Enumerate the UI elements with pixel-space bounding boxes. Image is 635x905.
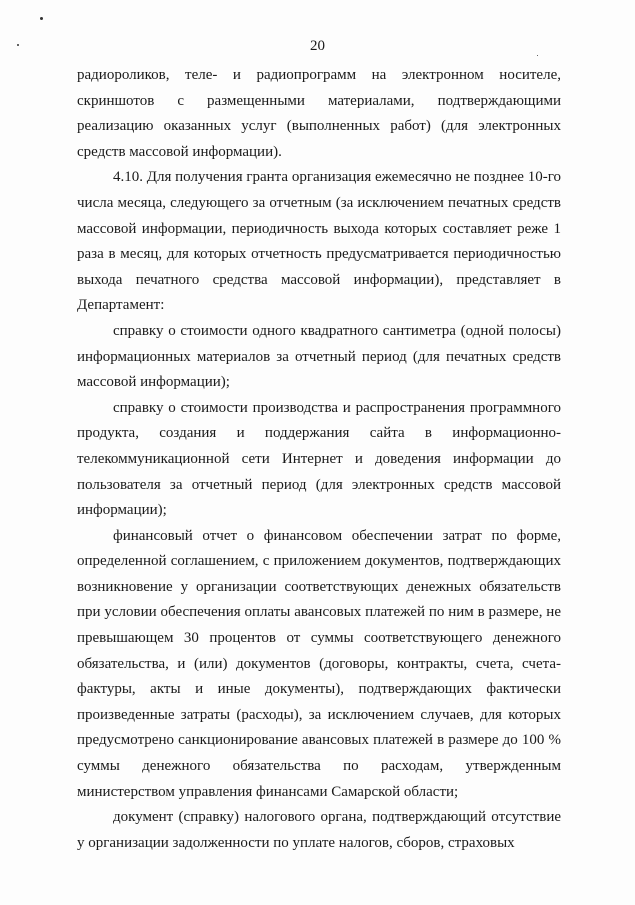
list-item-financial-report: финансовый отчет о финансовом обеспечении затрат по форме, определенной соглашением, с приложением документов, подтверждающих возникновение у организации соответствующих денежных обязательств при условии обеспечения оплаты авансовых платежей по ним в размере, не превышающем 30 процентов от суммы соответствующего денежного обязательства, и (или) документов (договоры, контракты, счета, счета-фактуры, акты и иные документы), подтверждающих фактически произведенные затраты (расходы), за исключением случаев, для которых предусмотрено санкционирование авансовых платежей в размере до 100 % суммы денежного обязательства по расходам, утвержденным министерством управления финансами Самарской области;: [77, 527, 561, 800]
list-item-production-cost: справку о стоимости производства и распространения программного продукта, создания и поддержания сайта в информационно-телекоммуникационной сети Интернет и доведения информации до пользователя за отчетный период (для электронных средств массовой информации);: [77, 399, 561, 519]
scan-speck: [40, 17, 43, 20]
document-body: [77, 63, 561, 856]
list-item-tax-certificate: документ (справку) налогового органа, подтверждающий отсутствие у организации задолженности по уплате налогов, сборов, страховых: [77, 809, 561, 851]
paragraph-continuation: радиороликов, теле- и радиопрограмм на электронном носителе, скриншотов с размещенными материалами, подтверждающими реализацию оказанных услуг (выполненных работ) (для электронных средств массовой информации).: [77, 67, 561, 160]
scan-speck: [537, 55, 538, 56]
page-number: 20: [310, 38, 325, 54]
list-item-price-per-square-cm: справку о стоимости одного квадратного сантиметра (одной полосы) информационных материалов за отчетный период (для печатных средств массовой информации);: [77, 322, 561, 391]
paragraph-4-10: 4.10. Для получения гранта организация ежемесячно не позднее 10-го числа месяца, следующего за отчетным (за исключением печатных средств массовой информации, периодичность выхода которых составляет реже 1 раза в месяц, для которых отчетность предусматривается периодичностью выхода печатного средства массовой информации), представляет в Департамент:: [77, 169, 561, 314]
